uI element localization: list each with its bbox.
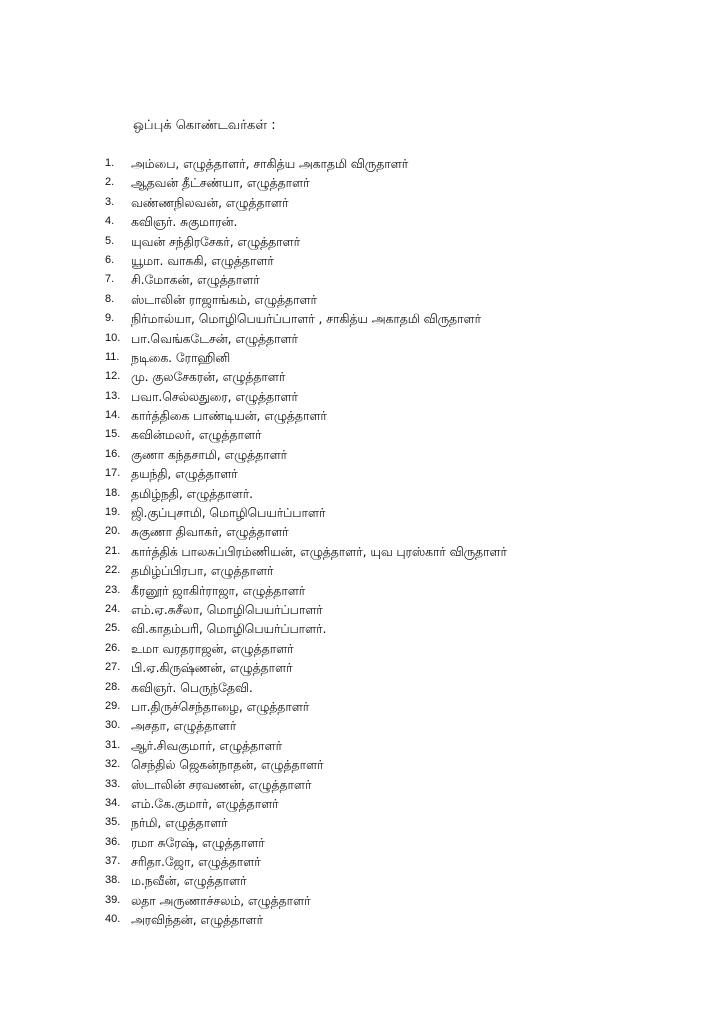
- signatory-text: ஆதவன் தீட்சண்யா, எழுத்தாளர்: [131, 175, 310, 191]
- signatory-number: 32.: [105, 758, 121, 771]
- signatory-number: 3.: [105, 195, 115, 208]
- signatory-number: 23.: [105, 583, 121, 596]
- signatory-number: 16.: [105, 447, 121, 460]
- signatory-text: கார்த்திகை பாண்டியன், எழுத்தாளர்: [131, 408, 327, 424]
- signatory-text: நர்மி, எழுத்தாளர்: [131, 815, 228, 831]
- signatory-number: 6.: [105, 253, 115, 266]
- signatory-number: 22.: [105, 564, 121, 577]
- signatory-text: கீரனூர் ஜாகிர்ராஜா, எழுத்தாளர்: [131, 582, 306, 598]
- signatory-number: 21.: [105, 544, 121, 557]
- signatory-text: உமா வரதராஜன், எழுத்தாளர்: [131, 640, 294, 656]
- signatory-number: 11.: [105, 350, 120, 363]
- signatory-number: 15.: [105, 428, 121, 441]
- signatory-number: 7.: [105, 273, 115, 286]
- signatory-number: 34.: [105, 796, 121, 809]
- signatory-text: ரமா சுரேஷ், எழுத்தாளர்: [131, 834, 265, 850]
- signatory-text: லதா அருணாச்சலம், எழுத்தாளர்: [131, 892, 311, 908]
- signatory-text: கவின்மலர், எழுத்தாளர்: [131, 427, 262, 443]
- signatory-text: நிர்மால்யா, மொழிபெயர்ப்பாளர் , சாகித்ய அகாதமி விருதாளர்: [131, 311, 481, 327]
- signatory-number: 8.: [105, 292, 115, 305]
- signatory-text: வி.காதம்பரி, மொழிபெயர்ப்பாளர்.: [131, 621, 327, 637]
- signatory-number: 27.: [105, 661, 121, 674]
- signatory-text: யுவன் சந்திரசேகர், எழுத்தாளர்: [131, 233, 301, 249]
- signatory-number: 12.: [105, 370, 121, 383]
- signatory-text: சரிதா.ஜோ, எழுத்தாளர்: [131, 854, 261, 870]
- signatory-text: ஆர்.சிவகுமார், எழுத்தாளர்: [131, 737, 282, 753]
- signatory-text: மு. குலசேகரன், எழுத்தாளர்: [131, 369, 286, 385]
- signatory-text: தமிழ்நதி, எழுத்தாளர்.: [131, 485, 253, 501]
- signatory-text: குணா கந்தசாமி, எழுத்தாளர்: [131, 446, 288, 462]
- signatory-text: கார்த்திக் பாலசுப்பிரம்ணியன், எழுத்தாளர், யுவ புரஸ்கார் விருதாளர்: [131, 543, 507, 559]
- signatory-text: நடிகை. ரோஹினி: [131, 349, 231, 365]
- signatory-number: 18.: [105, 486, 121, 499]
- signatory-number: 26.: [105, 641, 121, 654]
- signatory-text: எம்.ஏ.சுசீலா, மொழிபெயர்ப்பாளர்: [131, 601, 323, 617]
- signatory-text: எம்.கே.குமார், எழுத்தாளர்: [131, 795, 279, 811]
- signatory-number: 17.: [105, 467, 121, 480]
- signatory-text: செந்தில் ஜெகன்நாதன், எழுத்தாளர்: [131, 757, 324, 773]
- signatory-text: சி.மோகன், எழுத்தாளர்: [131, 272, 260, 288]
- signatory-text: ம.நவீன், எழுத்தாளர்: [131, 873, 247, 889]
- signatory-text: அசதா, எழுத்தாளர்: [131, 718, 237, 734]
- signatory-number: 39.: [105, 893, 121, 906]
- signatory-text: பவா.செல்லதுரை, எழுத்தாளர்: [131, 388, 298, 404]
- signatory-text: தயந்தி, எழுத்தாளர்: [131, 466, 238, 482]
- signatory-number: 2.: [105, 176, 115, 189]
- signatory-number: 37.: [105, 855, 121, 868]
- signatory-number: 5.: [105, 234, 115, 247]
- signatory-text: பி.ஏ.கிருஷ்ணன், எழுத்தாளர்: [131, 660, 293, 676]
- signatory-number: 35.: [105, 816, 121, 829]
- signatory-text: ஸ்டாலின் ராஜாங்கம், எழுத்தாளர்: [131, 291, 317, 307]
- signatory-number: 1.: [105, 157, 115, 169]
- signatory-number: 20.: [105, 525, 121, 538]
- signatory-number: 9.: [105, 312, 115, 325]
- signatory-number: 33.: [105, 777, 121, 790]
- signatory-number: 29.: [105, 699, 121, 712]
- signatory-text: கவிஞர். சுகுமாரன்.: [131, 214, 238, 230]
- signatory-text: ஜி.குப்புசாமி, மொழிபெயர்ப்பாளர்: [131, 505, 326, 521]
- signatory-text: யூமா. வாசுகி, எழுத்தாளர்: [131, 252, 274, 268]
- signatory-number: 13.: [105, 389, 121, 402]
- signatory-number: 40.: [105, 913, 121, 926]
- signatory-text: ஸ்டாலின் சரவணன், எழுத்தாளர்: [131, 776, 312, 792]
- signatory-number: 38.: [105, 874, 121, 887]
- signatory-number: 14.: [105, 409, 121, 422]
- signatory-number: 28.: [105, 680, 121, 693]
- signatory-number: 25.: [105, 622, 121, 635]
- signatory-text: பா.திருச்செந்தாழை, எழுத்தாளர்: [131, 698, 310, 714]
- signatory-text: அரவிந்தன், எழுத்தாளர்: [131, 912, 263, 928]
- signatory-number: 19.: [105, 506, 121, 519]
- signatory-text: சுகுணா திவாகர், எழுத்தாளர்: [131, 524, 289, 540]
- signatory-text: வண்ணநிலவன், எழுத்தாளர்: [131, 194, 289, 210]
- signatory-number: 30.: [105, 719, 121, 732]
- signatory-number: 24.: [105, 602, 121, 615]
- signatory-text: கவிஞர். பெருந்தேவி.: [131, 679, 253, 695]
- signatory-text: தமிழ்ப்பிரபா, எழுத்தாளர்: [131, 563, 274, 579]
- signatory-text: அம்பை, எழுத்தாளர், சாகித்ய அகாதமி விருதாளர்: [131, 156, 409, 171]
- signatory-text: பா.வெங்கடேசன், எழுத்தாளர்: [131, 330, 298, 346]
- signatory-number: 36.: [105, 835, 121, 848]
- signatory-number: 31.: [105, 738, 121, 751]
- page-heading: ஒப்புக் கொண்டவர்கள் :: [133, 118, 276, 133]
- signatory-number: 4.: [105, 215, 115, 228]
- signatory-number: 10.: [105, 331, 121, 344]
